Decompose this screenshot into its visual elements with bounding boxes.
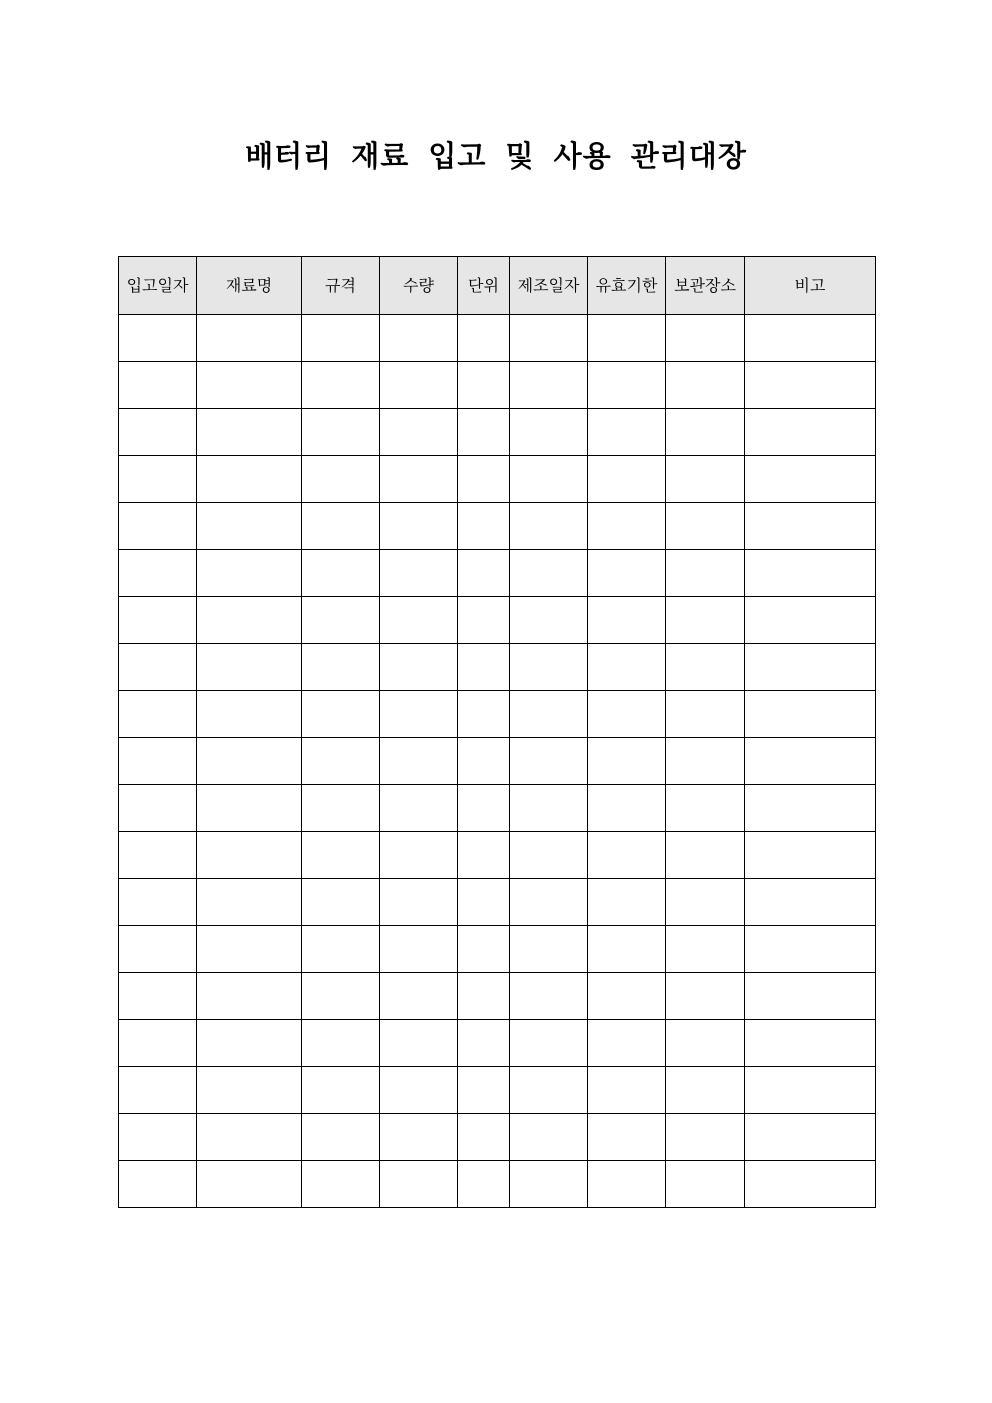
table-row (119, 315, 876, 362)
table-cell[interactable] (302, 503, 380, 550)
table-cell[interactable] (197, 456, 302, 503)
table-cell[interactable] (588, 1067, 666, 1114)
table-cell[interactable] (302, 362, 380, 409)
table-cell[interactable] (458, 503, 510, 550)
table-cell[interactable] (119, 1020, 197, 1067)
table-cell[interactable] (302, 926, 380, 973)
table-cell[interactable] (458, 973, 510, 1020)
table-cell[interactable] (510, 550, 588, 597)
table-cell[interactable] (380, 456, 458, 503)
table-cell[interactable] (510, 409, 588, 456)
table-cell[interactable] (588, 1114, 666, 1161)
table-cell[interactable] (588, 550, 666, 597)
table-cell[interactable] (302, 1114, 380, 1161)
table-cell[interactable] (666, 362, 745, 409)
table-cell[interactable] (458, 832, 510, 879)
table-cell[interactable] (510, 644, 588, 691)
table-row (119, 503, 876, 550)
table-cell[interactable] (666, 1161, 745, 1208)
table-cell[interactable] (197, 362, 302, 409)
table-cell[interactable] (380, 1067, 458, 1114)
table-cell[interactable] (302, 1067, 380, 1114)
table-cell[interactable] (197, 597, 302, 644)
table-cell[interactable] (745, 456, 876, 503)
table-row (119, 1067, 876, 1114)
table-cell[interactable] (458, 409, 510, 456)
table-cell[interactable] (302, 1161, 380, 1208)
table-cell[interactable] (510, 973, 588, 1020)
table-cell[interactable] (666, 785, 745, 832)
table-row (119, 1114, 876, 1161)
table-cell[interactable] (197, 738, 302, 785)
table-cell[interactable] (380, 1161, 458, 1208)
table-cell[interactable] (380, 926, 458, 973)
table-cell[interactable] (302, 644, 380, 691)
header-manufacture-date: 제조일자 (510, 257, 588, 315)
table-row (119, 550, 876, 597)
table-cell[interactable] (510, 362, 588, 409)
table-cell[interactable] (197, 644, 302, 691)
table-row (119, 738, 876, 785)
table-cell[interactable] (119, 926, 197, 973)
table-cell[interactable] (458, 1114, 510, 1161)
table-cell[interactable] (666, 973, 745, 1020)
table-cell[interactable] (380, 315, 458, 362)
table-cell[interactable] (119, 785, 197, 832)
header-receipt-date: 입고일자 (119, 257, 197, 315)
table-cell[interactable] (666, 1067, 745, 1114)
table-row (119, 926, 876, 973)
table-cell[interactable] (745, 503, 876, 550)
table-cell[interactable] (380, 644, 458, 691)
table-cell[interactable] (380, 691, 458, 738)
table-cell[interactable] (745, 1161, 876, 1208)
table-cell[interactable] (588, 597, 666, 644)
table-cell[interactable] (119, 879, 197, 926)
table-cell[interactable] (380, 1020, 458, 1067)
table-cell[interactable] (458, 644, 510, 691)
table-cell[interactable] (666, 926, 745, 973)
table-cell[interactable] (510, 785, 588, 832)
ledger-body (119, 315, 876, 1208)
header-expiry-date: 유효기한 (588, 257, 666, 315)
table-cell[interactable] (745, 926, 876, 973)
header-quantity: 수량 (380, 257, 458, 315)
table-row (119, 785, 876, 832)
table-cell[interactable] (588, 785, 666, 832)
table-cell[interactable] (510, 738, 588, 785)
table-cell[interactable] (119, 362, 197, 409)
table-row (119, 409, 876, 456)
table-row (119, 832, 876, 879)
table-cell[interactable] (197, 315, 302, 362)
table-cell[interactable] (119, 1161, 197, 1208)
table-cell[interactable] (588, 738, 666, 785)
table-row (119, 691, 876, 738)
table-cell[interactable] (302, 597, 380, 644)
table-cell[interactable] (666, 503, 745, 550)
table-cell[interactable] (380, 785, 458, 832)
table-cell[interactable] (119, 597, 197, 644)
table-row (119, 597, 876, 644)
table-cell[interactable] (510, 456, 588, 503)
table-cell[interactable] (588, 691, 666, 738)
table-row (119, 973, 876, 1020)
table-cell[interactable] (588, 832, 666, 879)
table-cell[interactable] (119, 550, 197, 597)
table-cell[interactable] (119, 409, 197, 456)
table-cell[interactable] (588, 644, 666, 691)
table-cell[interactable] (510, 832, 588, 879)
table-cell[interactable] (119, 315, 197, 362)
table-cell[interactable] (588, 1020, 666, 1067)
table-cell[interactable] (119, 832, 197, 879)
table-cell[interactable] (197, 691, 302, 738)
table-cell[interactable] (745, 644, 876, 691)
table-cell[interactable] (588, 315, 666, 362)
table-cell[interactable] (666, 1020, 745, 1067)
table-cell[interactable] (197, 785, 302, 832)
header-unit: 단위 (458, 257, 510, 315)
table-cell[interactable] (745, 785, 876, 832)
table-cell[interactable] (458, 1020, 510, 1067)
table-cell[interactable] (119, 1067, 197, 1114)
table-cell[interactable] (745, 1114, 876, 1161)
table-cell[interactable] (588, 409, 666, 456)
table-cell[interactable] (588, 362, 666, 409)
table-cell[interactable] (302, 315, 380, 362)
table-cell[interactable] (745, 691, 876, 738)
table-cell[interactable] (666, 691, 745, 738)
table-cell[interactable] (119, 738, 197, 785)
table-cell[interactable] (302, 409, 380, 456)
table-cell[interactable] (380, 550, 458, 597)
table-cell[interactable] (119, 691, 197, 738)
table-cell[interactable] (380, 597, 458, 644)
table-cell[interactable] (666, 597, 745, 644)
table-cell[interactable] (197, 550, 302, 597)
table-cell[interactable] (458, 738, 510, 785)
table-cell[interactable] (745, 832, 876, 879)
table-cell[interactable] (510, 315, 588, 362)
table-cell[interactable] (197, 973, 302, 1020)
table-cell[interactable] (745, 550, 876, 597)
table-cell[interactable] (745, 1020, 876, 1067)
table-cell[interactable] (302, 738, 380, 785)
table-cell[interactable] (666, 832, 745, 879)
table-cell[interactable] (302, 1020, 380, 1067)
table-cell[interactable] (197, 879, 302, 926)
table-cell[interactable] (745, 1067, 876, 1114)
table-cell[interactable] (588, 879, 666, 926)
ledger-table (118, 256, 876, 1208)
table-cell[interactable] (458, 550, 510, 597)
table-cell[interactable] (510, 503, 588, 550)
table-cell[interactable] (197, 926, 302, 973)
table-cell[interactable] (458, 597, 510, 644)
header-storage-location: 보관장소 (666, 257, 745, 315)
table-cell[interactable] (510, 691, 588, 738)
table-cell[interactable] (302, 973, 380, 1020)
table-cell[interactable] (302, 691, 380, 738)
table-row (119, 362, 876, 409)
table-cell[interactable] (510, 1020, 588, 1067)
table-cell[interactable] (588, 503, 666, 550)
table-cell[interactable] (380, 832, 458, 879)
table-cell[interactable] (588, 926, 666, 973)
table-cell[interactable] (302, 879, 380, 926)
table-cell[interactable] (458, 1067, 510, 1114)
table-cell[interactable] (302, 785, 380, 832)
table-cell[interactable] (666, 1114, 745, 1161)
table-row (119, 456, 876, 503)
table-cell[interactable] (666, 409, 745, 456)
table-cell[interactable] (745, 315, 876, 362)
table-cell[interactable] (588, 1161, 666, 1208)
table-cell[interactable] (458, 315, 510, 362)
table-cell[interactable] (380, 879, 458, 926)
table-cell[interactable] (119, 503, 197, 550)
table-cell[interactable] (745, 409, 876, 456)
table-cell[interactable] (745, 597, 876, 644)
header-row (119, 257, 876, 315)
table-row (119, 1020, 876, 1067)
table-cell[interactable] (197, 1161, 302, 1208)
table-cell[interactable] (119, 644, 197, 691)
table-cell[interactable] (745, 362, 876, 409)
table-cell[interactable] (458, 926, 510, 973)
table-cell[interactable] (510, 1114, 588, 1161)
header-material-name: 재료명 (197, 257, 302, 315)
table-cell[interactable] (588, 973, 666, 1020)
header-spec: 규격 (302, 257, 380, 315)
table-cell[interactable] (302, 550, 380, 597)
table-cell[interactable] (197, 1114, 302, 1161)
table-cell[interactable] (458, 785, 510, 832)
table-cell[interactable] (197, 409, 302, 456)
table-cell[interactable] (458, 362, 510, 409)
table-row (119, 879, 876, 926)
table-cell[interactable] (197, 832, 302, 879)
table-cell[interactable] (197, 1067, 302, 1114)
table-cell[interactable] (588, 456, 666, 503)
table-cell[interactable] (119, 1114, 197, 1161)
table-cell[interactable] (197, 503, 302, 550)
table-cell[interactable] (666, 738, 745, 785)
table-cell[interactable] (510, 926, 588, 973)
page-title: 배터리 재료 입고 및 사용 관리대장 (245, 139, 747, 173)
table-cell[interactable] (458, 1161, 510, 1208)
header-remarks: 비고 (745, 257, 876, 315)
table-cell[interactable] (666, 315, 745, 362)
table-row (119, 1161, 876, 1208)
table-cell[interactable] (510, 1067, 588, 1114)
table-cell[interactable] (119, 456, 197, 503)
table-cell[interactable] (380, 409, 458, 456)
table-cell[interactable] (380, 738, 458, 785)
table-cell[interactable] (458, 456, 510, 503)
table-cell[interactable] (510, 597, 588, 644)
table-cell[interactable] (119, 973, 197, 1020)
table-cell[interactable] (745, 973, 876, 1020)
table-cell[interactable] (458, 691, 510, 738)
table-cell[interactable] (458, 879, 510, 926)
table-cell[interactable] (510, 1161, 588, 1208)
table-cell[interactable] (745, 738, 876, 785)
table-row (119, 644, 876, 691)
table-cell[interactable] (302, 832, 380, 879)
table-cell[interactable] (380, 362, 458, 409)
table-cell[interactable] (666, 456, 745, 503)
table-cell[interactable] (745, 879, 876, 926)
table-cell[interactable] (197, 1020, 302, 1067)
table-cell[interactable] (380, 1114, 458, 1161)
table-cell[interactable] (666, 879, 745, 926)
table-cell[interactable] (666, 550, 745, 597)
table-cell[interactable] (380, 973, 458, 1020)
table-cell[interactable] (380, 503, 458, 550)
table-cell[interactable] (666, 644, 745, 691)
table-cell[interactable] (510, 879, 588, 926)
table-cell[interactable] (302, 456, 380, 503)
